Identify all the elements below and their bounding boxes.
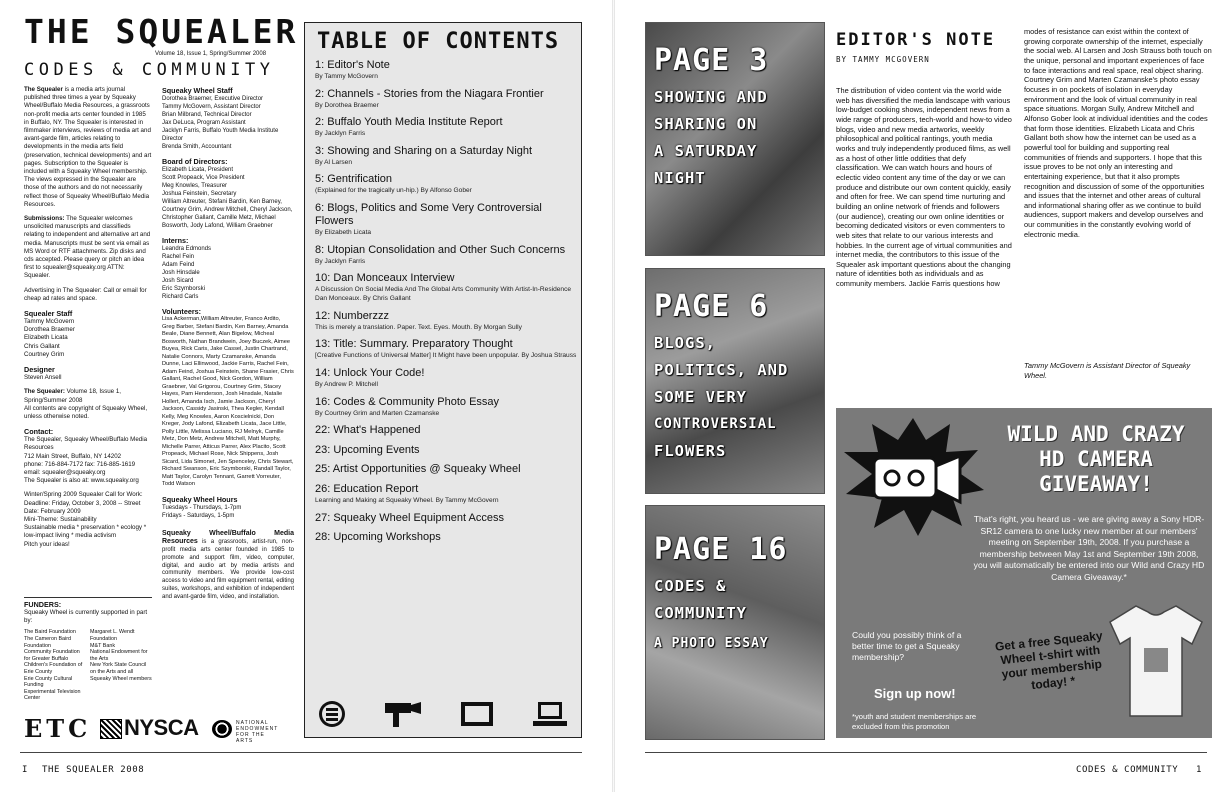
photo-caption-line: SHOWING AND <box>654 88 768 106</box>
footer-right-title: CODES & COMMUNITY <box>1076 765 1179 775</box>
footer-rule-left <box>20 752 582 753</box>
photo-caption-big: PAGE 16 <box>654 532 788 567</box>
toc-icons <box>317 699 569 729</box>
sign-up-button[interactable]: Sign up now! <box>874 686 956 701</box>
toc-entry-title: 23: Upcoming Events <box>315 443 420 456</box>
about-heading: The Squealer <box>24 86 63 93</box>
toc-entry-author: By Elizabeth Licata <box>315 228 372 236</box>
board-list: Elizabeth Licata, President Scott Propeack, Vice President Meg Knowles, Treasurer Joshua Feinstein, Secretary William Altreuter, Stefani Bardin, Ken Barney, Courtney Grim, Andrew Mitchell, Cheryl Jackson, Christopher Gallant, Camille Metz, Michael Bosworth, Jody Lafond, William Graebner <box>162 167 293 229</box>
contact-line: The Squealer, Squeaky Wheel/Buffalo Media Resources <box>24 436 148 452</box>
free-shirt-offer: Get a free Squeaky Wheel t-shirt with your membership today! * <box>994 628 1104 693</box>
toc-entry-title: 28: Upcoming Workshops <box>315 531 441 544</box>
footer-page-number-right: 1 <box>1196 765 1203 775</box>
table-of-contents <box>304 22 582 738</box>
toc-entry[interactable] <box>315 116 577 138</box>
copyright-text: All contents are copyright of Squeaky Wheel, unless otherwise noted. <box>24 404 148 420</box>
toc-entry-author: By Jacklyn Farris <box>315 130 366 138</box>
nea-logo: NATIONAL ENDOWMENT FOR THE ARTS <box>236 720 279 744</box>
camera-giveaway-promo <box>836 408 1212 738</box>
call-line: Winter/Spring 2009 Squealer Call for Work: <box>24 491 143 499</box>
photo-caption-line: COMMUNITY <box>654 604 747 622</box>
toc-title: TABLE OF CONTENTS <box>317 29 560 54</box>
photo-caption-line: A SATURDAY <box>654 142 758 160</box>
toc-entry[interactable] <box>315 424 577 437</box>
funder: National Endowment for the Arts <box>90 649 148 662</box>
camera-splat-icon <box>838 410 988 540</box>
toc-entry-author: (Explained for the tragically un-hip.) By Alfonso Gober <box>315 187 472 195</box>
middle-column <box>162 86 294 602</box>
resources-heading: Squeaky Wheel/Buffalo Media Resources <box>162 529 294 546</box>
toc-entry-title: 14: Unlock Your Code! <box>315 366 425 379</box>
funder: Community Foundation for Greater Buffalo <box>24 649 80 662</box>
toc-entry[interactable] <box>315 59 577 81</box>
staff-line: Brenda Smith, Accountant <box>162 144 232 150</box>
funders-intro: Squeaky Wheel is currently supported in part by: <box>24 609 148 625</box>
footer-page-number-left: I <box>22 765 29 775</box>
call-line: Mini-Theme: Sustainability <box>24 515 97 523</box>
advertising-text: Advertising in The Squealer: Call or email for cheap ad rates and space. <box>24 286 147 302</box>
toc-entry[interactable] <box>315 173 577 195</box>
camera-icon <box>383 699 423 729</box>
toc-entry[interactable] <box>315 367 577 389</box>
toc-entry-author: A Discussion On Social Media And The Global Arts Community With Artist-In-Residence Dan Monceaux. By Chris Gallant <box>315 286 572 303</box>
editors-note-title: EDITOR'S NOTE <box>836 30 996 50</box>
toc-entry-author: By Tammy McGovern <box>315 73 378 80</box>
nysca-logo: NYSCA <box>124 715 199 740</box>
masthead-subtitle: CODES & COMMUNITY <box>24 60 275 80</box>
toc-entry-author: By Andrew P. Mitchell <box>315 380 378 388</box>
volume-text: Volume 18, Issue 1, Spring/Summer 2008 <box>24 388 121 404</box>
photo-page-16 <box>645 505 825 740</box>
toc-entry-author: By Jacklyn Farris <box>315 257 366 265</box>
funder: Margaret L. Wendt Foundation <box>90 629 135 642</box>
toc-entry[interactable] <box>315 88 577 110</box>
promo-headline-line: HD CAMERA <box>1039 447 1153 471</box>
photo-caption-line: BLOGS, <box>654 334 716 352</box>
toc-entry[interactable] <box>315 531 577 544</box>
page-spine <box>612 0 615 792</box>
promo-headline-line: GIVEAWAY! <box>1039 472 1153 496</box>
toc-entry[interactable] <box>315 444 577 457</box>
photo-caption-line: A PHOTO ESSAY <box>654 636 769 651</box>
toc-entry[interactable] <box>315 244 577 266</box>
funder: Experimental Television Center <box>24 688 81 702</box>
intern-name: Josh Hinsdale <box>162 270 200 276</box>
editors-note-column-1: The distribution of video content via the world wide web has diversified the media landscape with various low-budget cooking shows, independent news from a wide range of producers, tech-world and how-to video blogs, video and new media artworks, weekly philosophical and political rantings, youth media works and truly independently produced films, as well as a host of other little oddities that defy classification. We can watch hours and hours of eclectic video content any time of the day or we can produce and distribute our own content quickly, easily and often for free. We can spend time nurturing and building an online network of friends and followers (our audience), creating our own online identities or becoming dedicated visitors or even commenters to web sites that relate to our various interests and hobbies. In the current age of virtual communities and internet media, the contributors to this issue of the Squealer ask important questions about the changing nature of identities both as individuals and as community members. Jackie Farris questions how <box>836 86 1012 289</box>
funder: Children's Foundation of Erie County <box>24 662 83 675</box>
intern-name: Richard Carls <box>162 294 199 300</box>
toc-list <box>315 59 577 551</box>
designer-name: Steven Ansell <box>24 374 62 382</box>
photo-caption-line: SOME VERY <box>654 388 747 406</box>
toc-entry[interactable] <box>315 396 577 418</box>
volunteers-list: Lisa Ackerman,William Altreuter, Franco Ardito, Greg Barber, Stefani Bardin, Ken Barney, Amanda Beale, Diane Bennett, Alan Bigelow, Micheal Bosworth, Nathan Brandwein, Joey Buczek, Aimee Buyea, Rick Caris, Jake Cassel, Justin Chartrand, Natalie Connors, Marty Czamanske, Amanda Dunne, Laci Ellinwood, Jackie Farris, Rachel Fein, Adam Feind, Joshua Feinstein, Shane Frasier, Chris Gallant, Rachel Good, Nick Gordon, William Graebner, Val Grigorou, Courtney Grim, Stacey Hayes, Pam Henderson, Josh Hinsdale, Natalie Hollert, Amanda Isch, Jamie Jackson, Cheryl Jackson, Cassidy Jasinski, Thea Kegler, Kendall Kelly, Meg Knowles, Aaron Koscielnicki, Don Kreger, Jody Lafond, Elizabeth Licata, Jace Little, Polly Little, Melissa Luciano, RJ Melnyk, Camille Metz, Don Metz, Andrew Mitchell, Matt Murphy, Michelle Parrer, Atticus Parrer, Alex Placito, Scott Propeack, Michael Rose, Nick Shippens, Josh Sicard, Lida Simonet, Jen Spenceley, Chris Stewart, Richard Swanson, Eric Szymborski, Randall Taylor, Matt Taylor, Carolyn Tennant, Garrett Vorreuter, Todd Watson <box>162 316 294 487</box>
toc-entry[interactable] <box>315 202 577 237</box>
call-line: Sustainable media * preservation * ecology * low-impact living * media activism <box>24 524 147 540</box>
toc-entry[interactable] <box>315 483 577 505</box>
submissions-heading: Submissions: <box>24 215 65 223</box>
funders-heading: FUNDERS: <box>24 600 62 609</box>
intern-name: Leandra Edmonds <box>162 246 212 252</box>
intern-name: Adam Feind <box>162 262 195 268</box>
staff-line: Brian Milbrand, Technical Director <box>162 112 252 118</box>
toc-entry[interactable] <box>315 310 577 332</box>
funder: New York State Council on the Arts and all Squeaky Wheel members <box>90 662 152 682</box>
hours-line: Fridays - Saturdays, 1-5pm <box>162 512 235 519</box>
masthead-title: THE SQUEALER <box>24 12 299 51</box>
staff-name: Courtney Grim <box>24 350 65 358</box>
etc-logo: ETC <box>24 714 92 743</box>
toc-entry[interactable] <box>315 463 577 476</box>
editors-note-signature: Tammy McGovern is Assistant Director of Squeaky Wheel. <box>1024 361 1191 380</box>
interns-heading: Interns: <box>162 236 189 245</box>
editors-note-byline: BY TAMMY MCGOVERN <box>836 55 930 64</box>
intern-name: Josh Sicard <box>162 278 194 284</box>
toc-entry-title: 27: Squeaky Wheel Equipment Access <box>315 511 504 524</box>
staff-line: Dorothea Braemer, Executive Director <box>162 96 264 102</box>
toc-entry-title: 12: Numberzzz <box>315 309 389 322</box>
toc-entry-title: 2: Buffalo Youth Media Institute Report <box>315 116 503 129</box>
toc-entry[interactable] <box>315 512 577 525</box>
call-line: Deadline: Friday, October 3, 2008 -- Street Date: February 2009 <box>24 499 141 515</box>
masthead-volume: Volume 18, Issue 1, Spring/Summer 2008 <box>155 51 267 57</box>
toc-entry-title: 5: Gentrification <box>315 173 393 186</box>
photo-caption-line: CONTROVERSIAL <box>654 416 777 432</box>
toc-entry-author: [Creative Functions of Universal Matter] It Might have been unpopular. By Joshua Strauss <box>315 352 577 360</box>
nysca-logo-mark <box>100 719 122 739</box>
t-shirt-icon <box>1108 600 1204 720</box>
contact-line: The Squealer is also at: www.squeaky.org <box>24 477 139 485</box>
staff-name: Chris Gallant <box>24 342 60 350</box>
funder: M&T Bank <box>90 642 116 649</box>
toc-entry-title: 25: Artist Opportunities @ Squeaky Wheel <box>315 463 521 476</box>
footer-left-title: THE SQUEALER 2008 <box>42 765 145 775</box>
photo-page-3 <box>645 22 825 256</box>
toc-entry-title: 10: Dan Monceaux Interview <box>315 272 455 285</box>
toc-entry-title: 22: What's Happened <box>315 424 421 437</box>
footer-rule-right <box>645 752 1207 753</box>
toc-entry-author: This is merely a translation. Paper. Text. Eyes. Mouth. By Morgan Sully <box>315 323 522 331</box>
staff-name: Elizabeth Licata <box>24 334 68 342</box>
toc-entry[interactable] <box>315 272 577 303</box>
promo-question: Could you possibly think of a better time to get a Squeaky membership? <box>852 630 962 662</box>
toc-entry-title: 13: Title: Summary. Preparatory Thought <box>315 338 513 351</box>
toc-entry-author: By Dorothea Braemer <box>315 101 379 109</box>
funders-box <box>24 597 152 702</box>
contact-line: email: squealer@squeaky.org <box>24 468 106 476</box>
hours-line: Tuesdays - Thursdays, 1-7pm <box>162 504 242 511</box>
intern-name: Rachel Fein <box>162 254 195 260</box>
photo-caption-line: FLOWERS <box>654 442 727 460</box>
editors-note-column-2: modes of resistance can exist within the context of growing corporate ownership of the internet, especially the social web. Al Larsen and Josh Strauss both touch on the unique, personal and important experiences of face to face interactions and real space, real object sharing. Courtney Grim and Marten Czamanske's photo essay focuses in on pockets of isolation in everyday environment and the look of virtual community in real space situations. Morgan Sully, Andrew Mitchell and Alfonso Gober look at individual identities and the codes that form those identities. Elizabeth Licata and Chris Gallant both show how the internet can be used as a powerful tool for building and supporting real communities of friends and supporters. I hope that this issue proves to be not only an interesting and entertaining experience, but that it also prompts recognition and discussion of some of the opportunities and issues that the internet and other areas of cultural and informational sharing offer as we continue to build audiences, support makers and develop ourselves and our communities in the constantly evolving world of electronic media. <box>1024 27 1212 239</box>
toc-entry-title: 8: Utopian Consolidation and Other Such Concerns <box>315 243 566 256</box>
designer-heading: Designer <box>24 365 55 375</box>
photo-caption-big: PAGE 6 <box>654 289 769 324</box>
board-heading: Board of Directors: <box>162 157 228 166</box>
funder: The Cameron Baird Foundation <box>24 636 72 649</box>
toc-entry-title: 26: Education Report <box>315 482 419 495</box>
staff-line: Jacklyn Farris, Buffalo Youth Media Institute Director <box>162 128 279 142</box>
promo-fine-print: *youth and student memberships are excluded from this promotion <box>852 712 977 731</box>
promo-headline <box>986 422 1206 497</box>
submissions-text: The Squealer welcomes unsolicited manuscripts and classifieds relating to independent and alternative art and media. Manuscripts must be sent via email as MS Word or RTF attachments. Zip disks and cds accepted. Please query or pitch an idea first to squealer@squeaky.org ATTN: Squealer. <box>24 215 151 280</box>
photo-page-6 <box>645 268 825 494</box>
about-text: is a media arts journal published three times a year by Squeaky Wheel/Buffalo Media Resources, a grassroots non-profit media arts center founded in 1985 in Buffalo, NY. The Squealer is interested in filmmaker interviews, reviews of media art and avant-garde film, articles relating to developments in the media arts field (preservation, technical developments) and art pages. Subscription to the Squealer is included with a Squeaky Wheel membership. The views expressed in the Squealer are those of the authors and do not necessarily reflect those of Squeaky Wheel/Buffalo Media Resources. <box>24 86 152 208</box>
photo-caption-line: CODES & <box>654 577 727 595</box>
photo-caption-line: NIGHT <box>654 169 706 187</box>
toc-entry-title: 3: Showing and Sharing on a Saturday Night <box>315 144 533 157</box>
toc-entry-title: 16: Codes & Community Photo Essay <box>315 395 500 408</box>
intern-name: Eric Szymborski <box>162 286 206 292</box>
promo-body: That's right, you heard us - we are giving away a Sony HDR-SR12 camera to one lucky new member at our members' meeting on September 19th, 2008. If you purchase a membership between May 1st and September 19th 2008, you will automatically be entered into our Wild and Crazy HD Camera Giveaway.* <box>973 514 1205 582</box>
toc-entry-title: 2: Channels - Stories from the Niagara Frontier <box>315 87 544 100</box>
resources-text: is a grassroots, artist-run, non-profit media arts center founded in 1985 to promote and support film, video, computer, digital, and audio art by media artists and community members. We provide low-cost access to video and film equipment rental, editing suites, workshops, and exhibition of independent and avant-garde film, video, and installation. <box>162 539 294 600</box>
tv-icon <box>459 699 495 729</box>
toc-entry-title: 6: Blogs, Politics and Some Very Controversial Flowers <box>315 201 542 227</box>
toc-entry[interactable] <box>315 145 577 167</box>
staff-name: Tammy McGovern <box>24 318 75 326</box>
staff-line: Tammy McGovern, Assistant Director <box>162 104 261 110</box>
squealer-staff-heading: Squealer Staff <box>24 309 73 319</box>
contact-line: 712 Main Street, Buffalo, NY 14202 <box>24 452 122 460</box>
photo-caption-line: POLITICS, AND <box>654 361 789 379</box>
left-column <box>24 86 152 555</box>
call-line: Pitch your ideas! <box>24 540 70 548</box>
promo-headline-line: WILD AND CRAZY <box>1007 422 1185 446</box>
toc-entry-author: Learning and Making at Squeaky Wheel. By Tammy McGovern <box>315 496 499 504</box>
toc-entry-title: 1: Editor's Note <box>315 59 390 71</box>
funder: The Baird Foundation <box>24 629 76 636</box>
volume-heading: The Squealer: <box>24 388 65 396</box>
nea-logo-mark <box>212 720 232 738</box>
toc-entry[interactable] <box>315 338 577 360</box>
staff-line: Jax DeLuca, Program Assistant <box>162 120 246 126</box>
film-reel-icon <box>317 699 347 729</box>
staff-name: Dorothea Braemer <box>24 326 75 334</box>
volunteers-heading: Volunteers: <box>162 307 202 316</box>
contact-line: phone: 716-884-7172 fax: 716-885-1619 <box>24 460 136 468</box>
contact-heading: Contact: <box>24 427 54 437</box>
squeaky-staff-heading: Squeaky Wheel Staff <box>162 86 233 95</box>
funder: Erie County Cultural Funding <box>24 675 73 689</box>
photo-caption-line: SHARING ON <box>654 115 758 133</box>
hours-heading: Squeaky Wheel Hours <box>162 494 238 504</box>
laptop-icon <box>531 699 569 729</box>
toc-entry-author: By Courtney Grim and Marten Czamanske <box>315 409 440 417</box>
photo-caption-big: PAGE 3 <box>654 43 769 78</box>
toc-entry-author: By Al Larsen <box>315 158 353 166</box>
